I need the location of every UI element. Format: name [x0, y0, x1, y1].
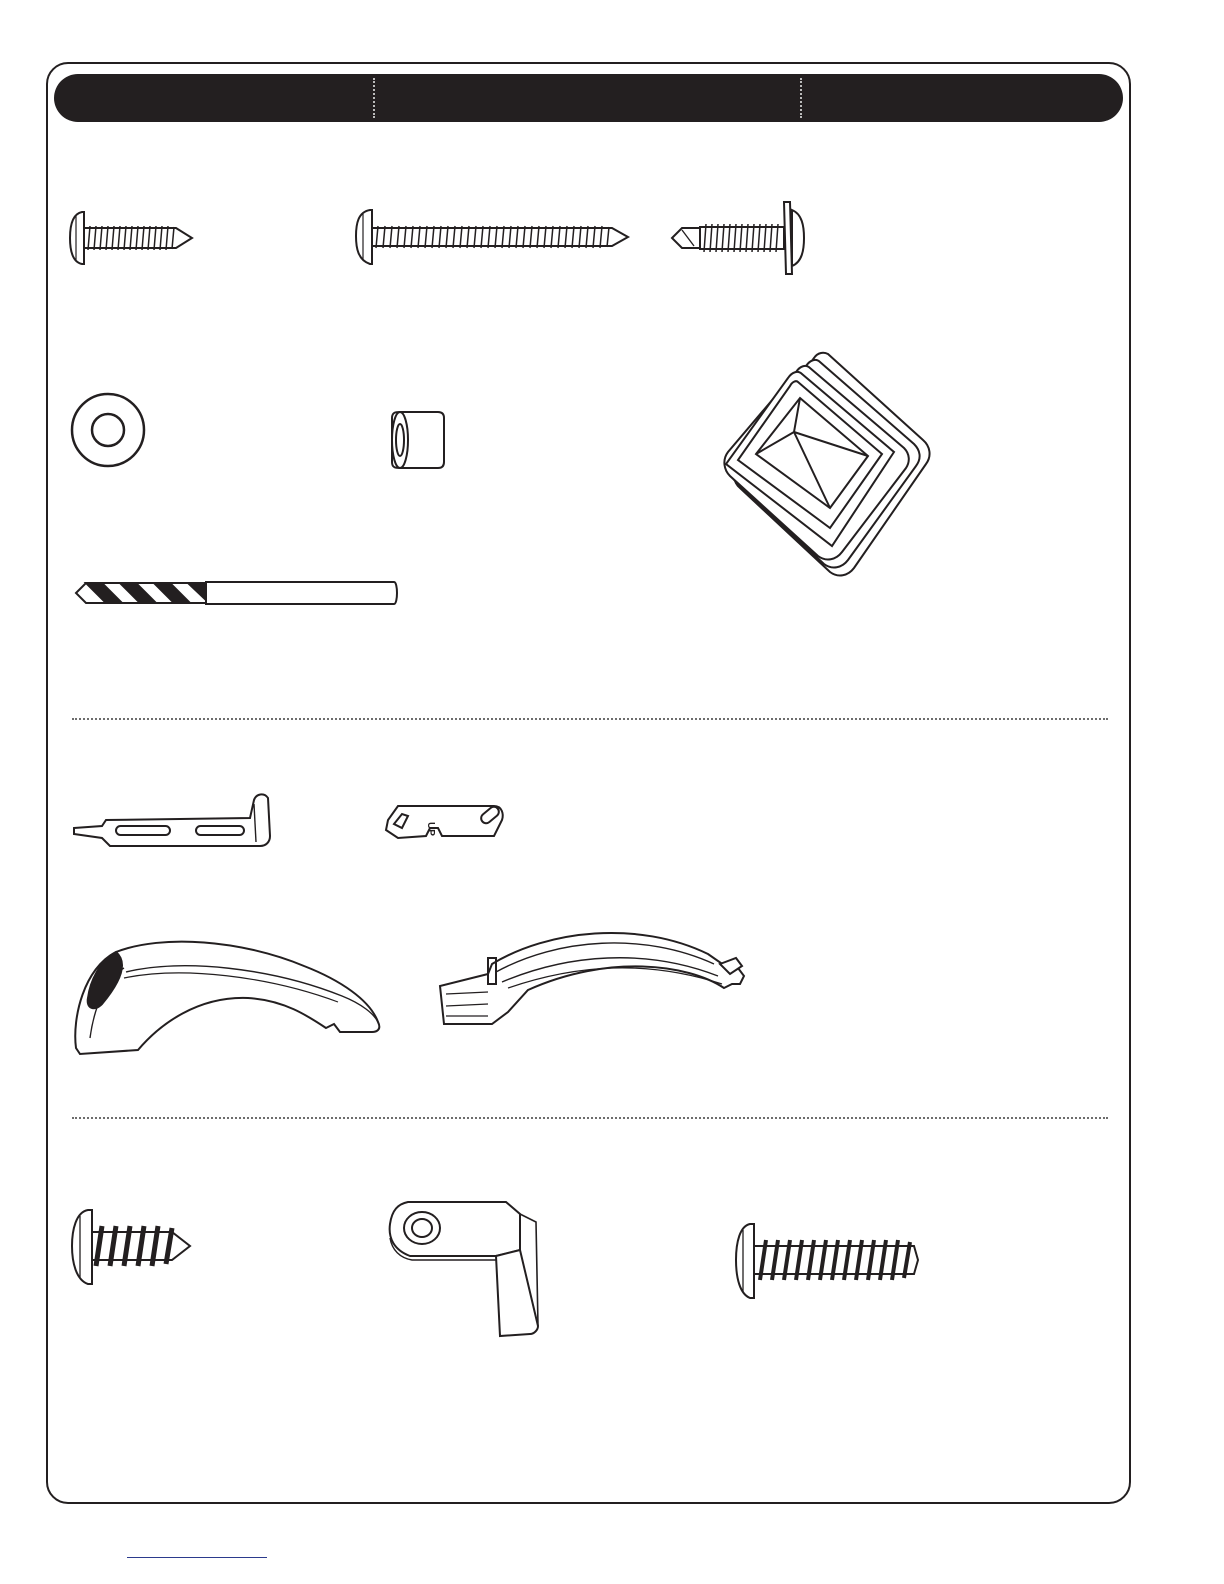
long-pan-head-screw-icon [356, 208, 636, 270]
drill-bit-icon [72, 578, 402, 608]
page-frame [46, 62, 1131, 1504]
short-thread-screw-icon [72, 1208, 197, 1288]
curved-handle-icon [72, 938, 384, 1058]
parts-header-bar [54, 74, 1123, 122]
section-divider [72, 718, 1108, 720]
l-bracket-icon [72, 790, 277, 850]
flat-washer-icon [70, 392, 148, 470]
spacer-sleeve-icon [388, 410, 448, 470]
corner-clip-icon [388, 1198, 548, 1340]
header-segment-2 [375, 74, 800, 122]
header-segment-3 [802, 74, 1123, 122]
section-divider [72, 1117, 1108, 1119]
short-pan-head-screw-icon [70, 210, 200, 270]
machine-screw-icon [736, 1222, 926, 1302]
up-latch-plate-icon [384, 800, 509, 850]
up-mark-label: UP [425, 822, 436, 836]
square-end-cap-icon [718, 352, 948, 582]
footer-link-underline[interactable] [127, 1557, 267, 1558]
handle-frame-icon [438, 924, 778, 1034]
self-drilling-washer-screw-icon [670, 200, 810, 276]
header-segment-1 [54, 74, 374, 122]
